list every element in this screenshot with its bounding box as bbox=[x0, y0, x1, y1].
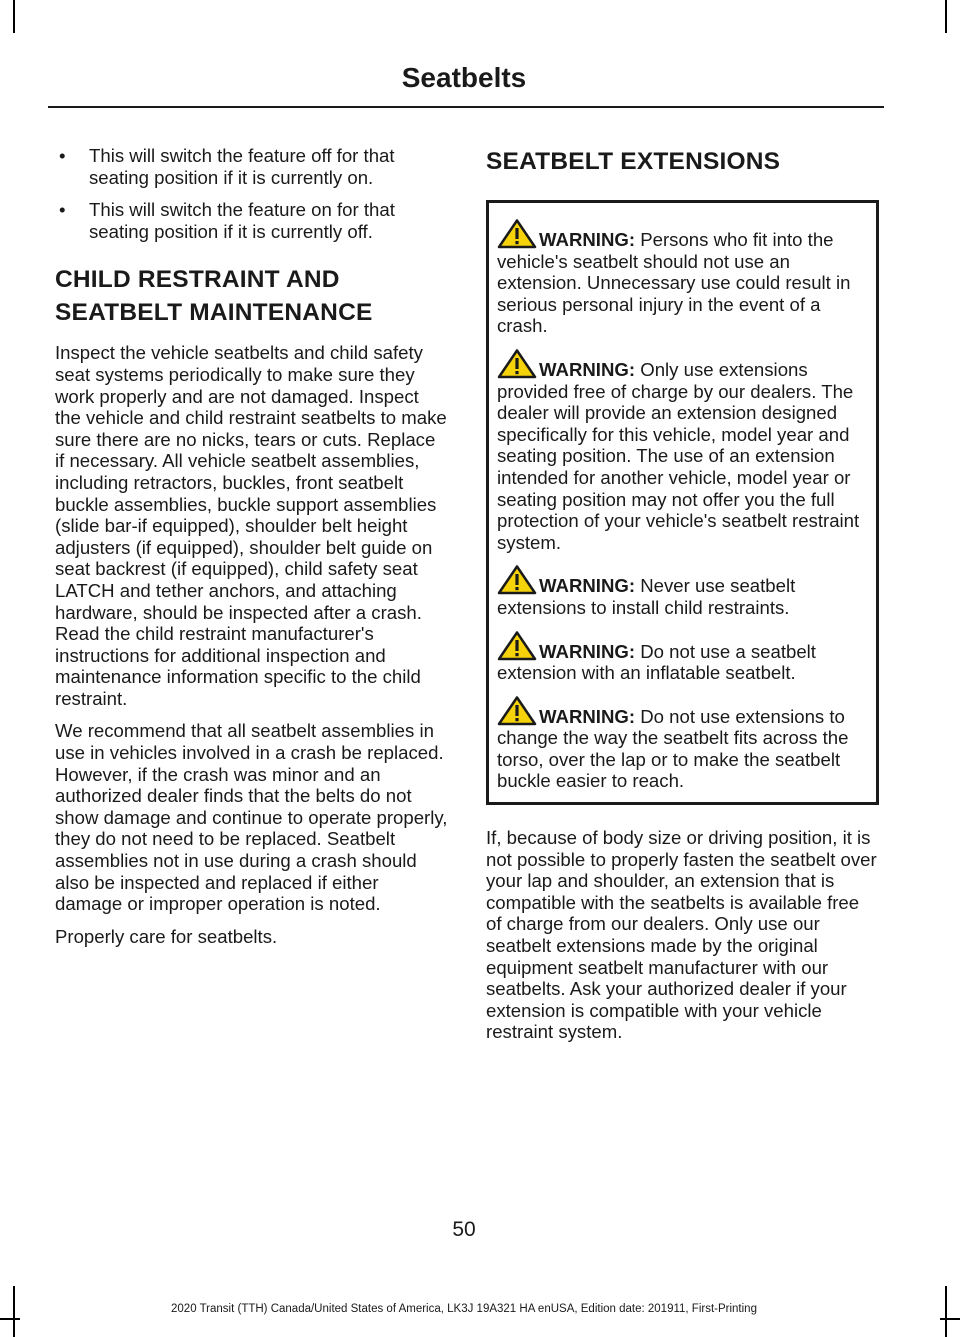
crop-mark-top-left bbox=[13, 0, 15, 33]
warning-label: WARNING: bbox=[539, 575, 636, 597]
crop-mark-bottom-left-h bbox=[0, 1318, 20, 1320]
heading-line-1: CHILD RESTRAINT AND bbox=[55, 266, 340, 294]
bullet-text: This will switch the feature on for that seating position if it is currently off. bbox=[89, 199, 395, 242]
bullet-text: This will switch the feature off for that seating position if it is currently on. bbox=[89, 145, 395, 188]
paragraph-inspect: Inspect the vehicle seatbelts and child safety seat systems periodically to make sure they work properly and are not damaged. Inspect the vehicle and child restraint seatbelts to make sure there are no nicks, tears or cuts. Replace if necessary. All vehicle seatbelt assemblies, including retractors, buckles, front seatbelt buckle assemblies, buckle support assemblies (slide bar-if equipped), shoulder belt height adjusters (if equipped), shoulder belt guide on seat backrest (if equipped), child safety seat LATCH and tether anchors, and attaching hardware, should be inspected after a crash. Read the child restraint manufacturer's instructions for additional inspection and maintenance information specific to the child restraint. bbox=[55, 342, 447, 709]
warning-box bbox=[486, 200, 879, 805]
warning-text: Do not use extensions to change the way the seatbelt fits across the torso, over the lap or to make the seatbelt buckle easier to reach. bbox=[497, 705, 849, 792]
crop-mark-bottom-right-h bbox=[940, 1318, 960, 1320]
warning-triangle-icon bbox=[497, 631, 537, 661]
warning-text: Persons who fit into the vehicle's seatbelt should not use an extension. Unnecessary use could result in serious personal injury in the event of a crash. bbox=[497, 229, 851, 337]
bullet-dot: • bbox=[59, 145, 66, 166]
warning-triangle-icon bbox=[497, 565, 537, 595]
warning-label: WARNING: bbox=[539, 358, 636, 380]
warning-triangle-icon bbox=[497, 349, 537, 379]
page-title: Seatbelts bbox=[401, 62, 527, 93]
bullet-dot: • bbox=[59, 199, 66, 221]
warning-label: WARNING: bbox=[539, 229, 636, 250]
warning-4 bbox=[497, 631, 868, 684]
paragraph-care: Properly care for seatbelts. bbox=[55, 925, 278, 947]
heading-line-2: SEATBELT MAINTENANCE bbox=[55, 299, 373, 327]
header-rule bbox=[48, 106, 884, 108]
warning-triangle-icon bbox=[497, 219, 537, 249]
page-number: 50 bbox=[452, 1218, 476, 1241]
warning-triangle-icon bbox=[497, 696, 537, 726]
crop-mark-bottom-right bbox=[945, 1286, 947, 1337]
warning-2 bbox=[497, 349, 868, 553]
warning-text: Do not use a seatbelt extension with an inflatable seatbelt. bbox=[497, 640, 816, 684]
left-column bbox=[55, 145, 448, 958]
warning-label: WARNING: bbox=[539, 705, 636, 727]
warning-text: Never use seatbelt extensions to install child restraints. bbox=[497, 575, 796, 618]
paragraph-extension-availability: If, because of body size or driving position, it is not possible to properly fasten the seatbelt over your lap and shoulder, an extension that is compatible with the seatbelts is available free of charge from our dealers. Only use our seatbelt extensions made by the original equipment seatbelt manufacturer with our seatbelts. Ask your authorized dealer if your extension is compatible with your vehicle restraint system. bbox=[486, 827, 877, 1043]
section-heading-extensions: SEATBELT EXTENSIONS bbox=[486, 148, 781, 175]
right-column bbox=[486, 145, 879, 1054]
warning-label: WARNING: bbox=[539, 640, 636, 662]
warning-text: Only use extensions provided free of charge by our dealers. The dealer will provide an extension designed specifically for this vehicle, model year and seating position. The use of an extension intended for another vehicle, model year or seating position may not offer you the full protection of your vehicle's seatbelt restraint system. bbox=[497, 358, 860, 553]
bullet-list bbox=[55, 145, 448, 242]
paragraph-replace: We recommend that all seatbelt assemblies in use in vehicles involved in a crash be replaced. However, if the crash was minor and an authorized dealer finds that the belts do not show damage and continue to operate properly, they do not need to be replaced. Seatbelt assemblies not in use during a crash should also be inspected and replaced if either damage or improper operation is noted. bbox=[55, 720, 448, 915]
crop-mark-top-right bbox=[945, 0, 947, 33]
edition-line: 2020 Transit (TTH) Canada/United States of America, LK3J 19A321 HA enUSA, Edition date: 201911, First-Printing bbox=[171, 1303, 757, 1315]
warning-1 bbox=[497, 219, 868, 337]
section-heading-maintenance bbox=[55, 263, 448, 329]
list-item bbox=[55, 145, 448, 188]
warning-5 bbox=[497, 696, 868, 792]
list-item bbox=[55, 199, 448, 242]
warning-3 bbox=[497, 565, 868, 618]
